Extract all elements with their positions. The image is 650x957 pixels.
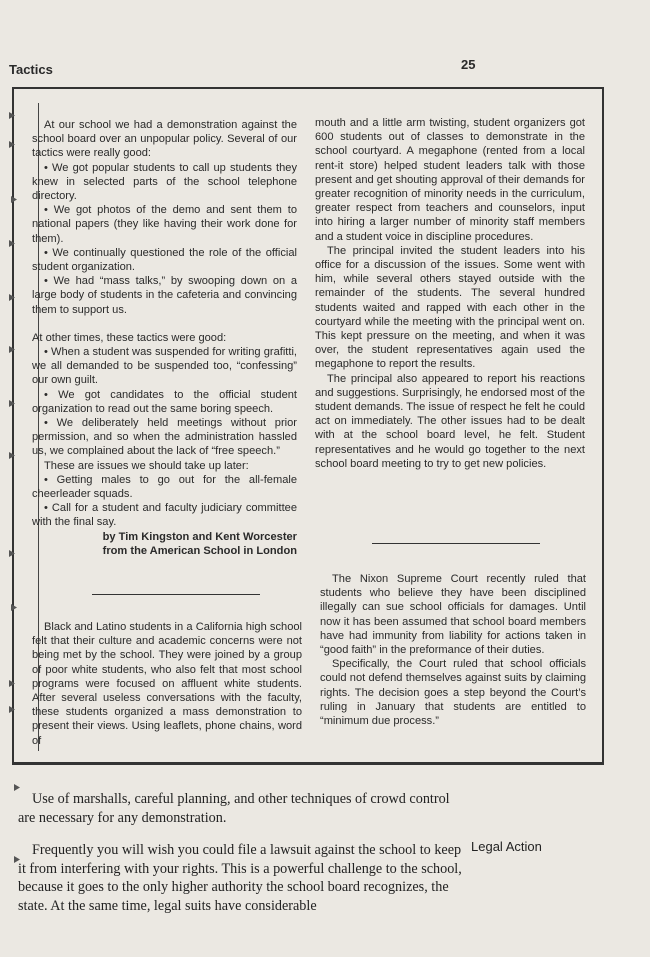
- paragraph: • Getting males to go out for the all-female cheerleader squads.: [32, 473, 297, 501]
- paragraph: • We got popular students to call up students they knew in selected parts of the school telephone directory.: [32, 161, 297, 203]
- paragraph: mouth and a little arm twisting, student organizers got 600 students out of classes to demonstrate in the school courtyard. A megaphone (rented from a local rent-it store) helped student leaders talk with those present and get shouting approval of their demands for greater recognition of minority needs in the curriculum, greater respect from teachers and counselors, input into hiring a larger number of minority staff members and a student voice in discipline procedures.: [315, 117, 585, 243]
- column-2-lower-text: [320, 572, 586, 728]
- paragraph: • We got candidates to the official student organization to read out the same boring speech.: [32, 388, 297, 415]
- paragraph: Black and Latino students in a California high school felt that their culture and academic concerns were not being met by the school. They were joined by a group of poor white students, who also felt that most school programs were focused on affluent white students. After several useless conversations with the faculty, these students organized a mass demonstration to present their views. Using leaflets, phone chains, word of: [32, 621, 302, 747]
- paragraph: At other times, these tactics were good:: [32, 331, 227, 344]
- byline-authors: by Tim Kingston and Kent Worcester: [102, 530, 297, 543]
- paragraph: • Call for a student and faculty judiciary committee with the final say.: [32, 502, 297, 529]
- byline-school: from the American School in London: [102, 544, 297, 557]
- paragraph: At our school we had a demonstration against the school board over an unpopular policy. Several of our tactics were really good:: [32, 119, 297, 160]
- paragraph: The Nixon Supreme Court recently ruled that students who believe they have been disciplined illegally can sue school officials for damages. Until now it has been assumed that school board members have had immunity from liability for actions taken in “good faith” in the preformance of their duties.: [320, 573, 586, 657]
- paragraph: • We deliberately held meetings without prior permission, and so when the administration hassled us, we complained about the lack of “free speech.”: [32, 417, 297, 458]
- paragraph: Frequently you will wish you could file a lawsuit against the school to keep it from interfering with your rights. This is a powerful challenge to the school, because it goes to the only higher authority the school board recognizes, the state. At the same time, legal suits have considerable: [18, 842, 462, 914]
- paragraph: • When a student was suspended for writing grafitti, we all demanded to be suspended too, “confessing” our own guilt.: [32, 346, 297, 387]
- paragraph: • We got photos of the demo and sent them to national papers (they like having their work done for them).: [32, 204, 297, 245]
- paragraph: Use of marshalls, careful planning, and other techniques of crowd control are necessary for any demonstration.: [18, 791, 450, 826]
- column-2-lower-paragraphs: [320, 572, 586, 728]
- paragraph: Specifically, the Court ruled that school officials could not defend themselves against suits by claiming rights. The decision goes a step beyond the Court’s ruling in January that students are entitled to “minimum due process.”: [320, 658, 586, 728]
- column-1-lower-text: [32, 620, 302, 748]
- section-title: Tactics: [9, 62, 53, 77]
- paragraph: • We had “mass talks,” by swooping down on a large body of students in the cafeteria and convincing them to support us.: [32, 275, 297, 316]
- page-number: 25: [461, 57, 476, 72]
- column-1-paragraphs: [32, 118, 297, 530]
- body-paragraph-1: [18, 790, 466, 827]
- divider-rule: [92, 594, 260, 595]
- divider-rule: [372, 543, 540, 544]
- column-2-text: [315, 116, 585, 471]
- body-paragraph-2: [18, 841, 466, 915]
- paragraph: • We continually questioned the role of the official student organization.: [32, 246, 297, 274]
- paragraph: These are issues we should take up later:: [44, 459, 249, 472]
- paragraph-gap: [32, 317, 297, 331]
- paragraph: The principal also appeared to report his reactions and suggestions. Surprisingly, he endorsed most of the student demands. The issue of respect he felt he could act on immediately. The other issues had to be dealt with at the school board level, he felt. Student representatives and he would go together to the next school board meeting to try to get new policies.: [315, 372, 585, 470]
- column-2-paragraphs: [315, 116, 585, 471]
- column-1-text: [32, 118, 297, 558]
- margin-note: Legal Action: [471, 839, 542, 854]
- paragraph: The principal invited the student leaders into his office for a discussion of the issues. Some went with him, while several others stayed outside with the remainder of the students. The several hundred students waited and rapped with each other in the courtyard while the meeting with the principal went on. This kept pressure on the meeting, and when it was over, the student representatives again used the megaphone to report the results.: [315, 244, 585, 371]
